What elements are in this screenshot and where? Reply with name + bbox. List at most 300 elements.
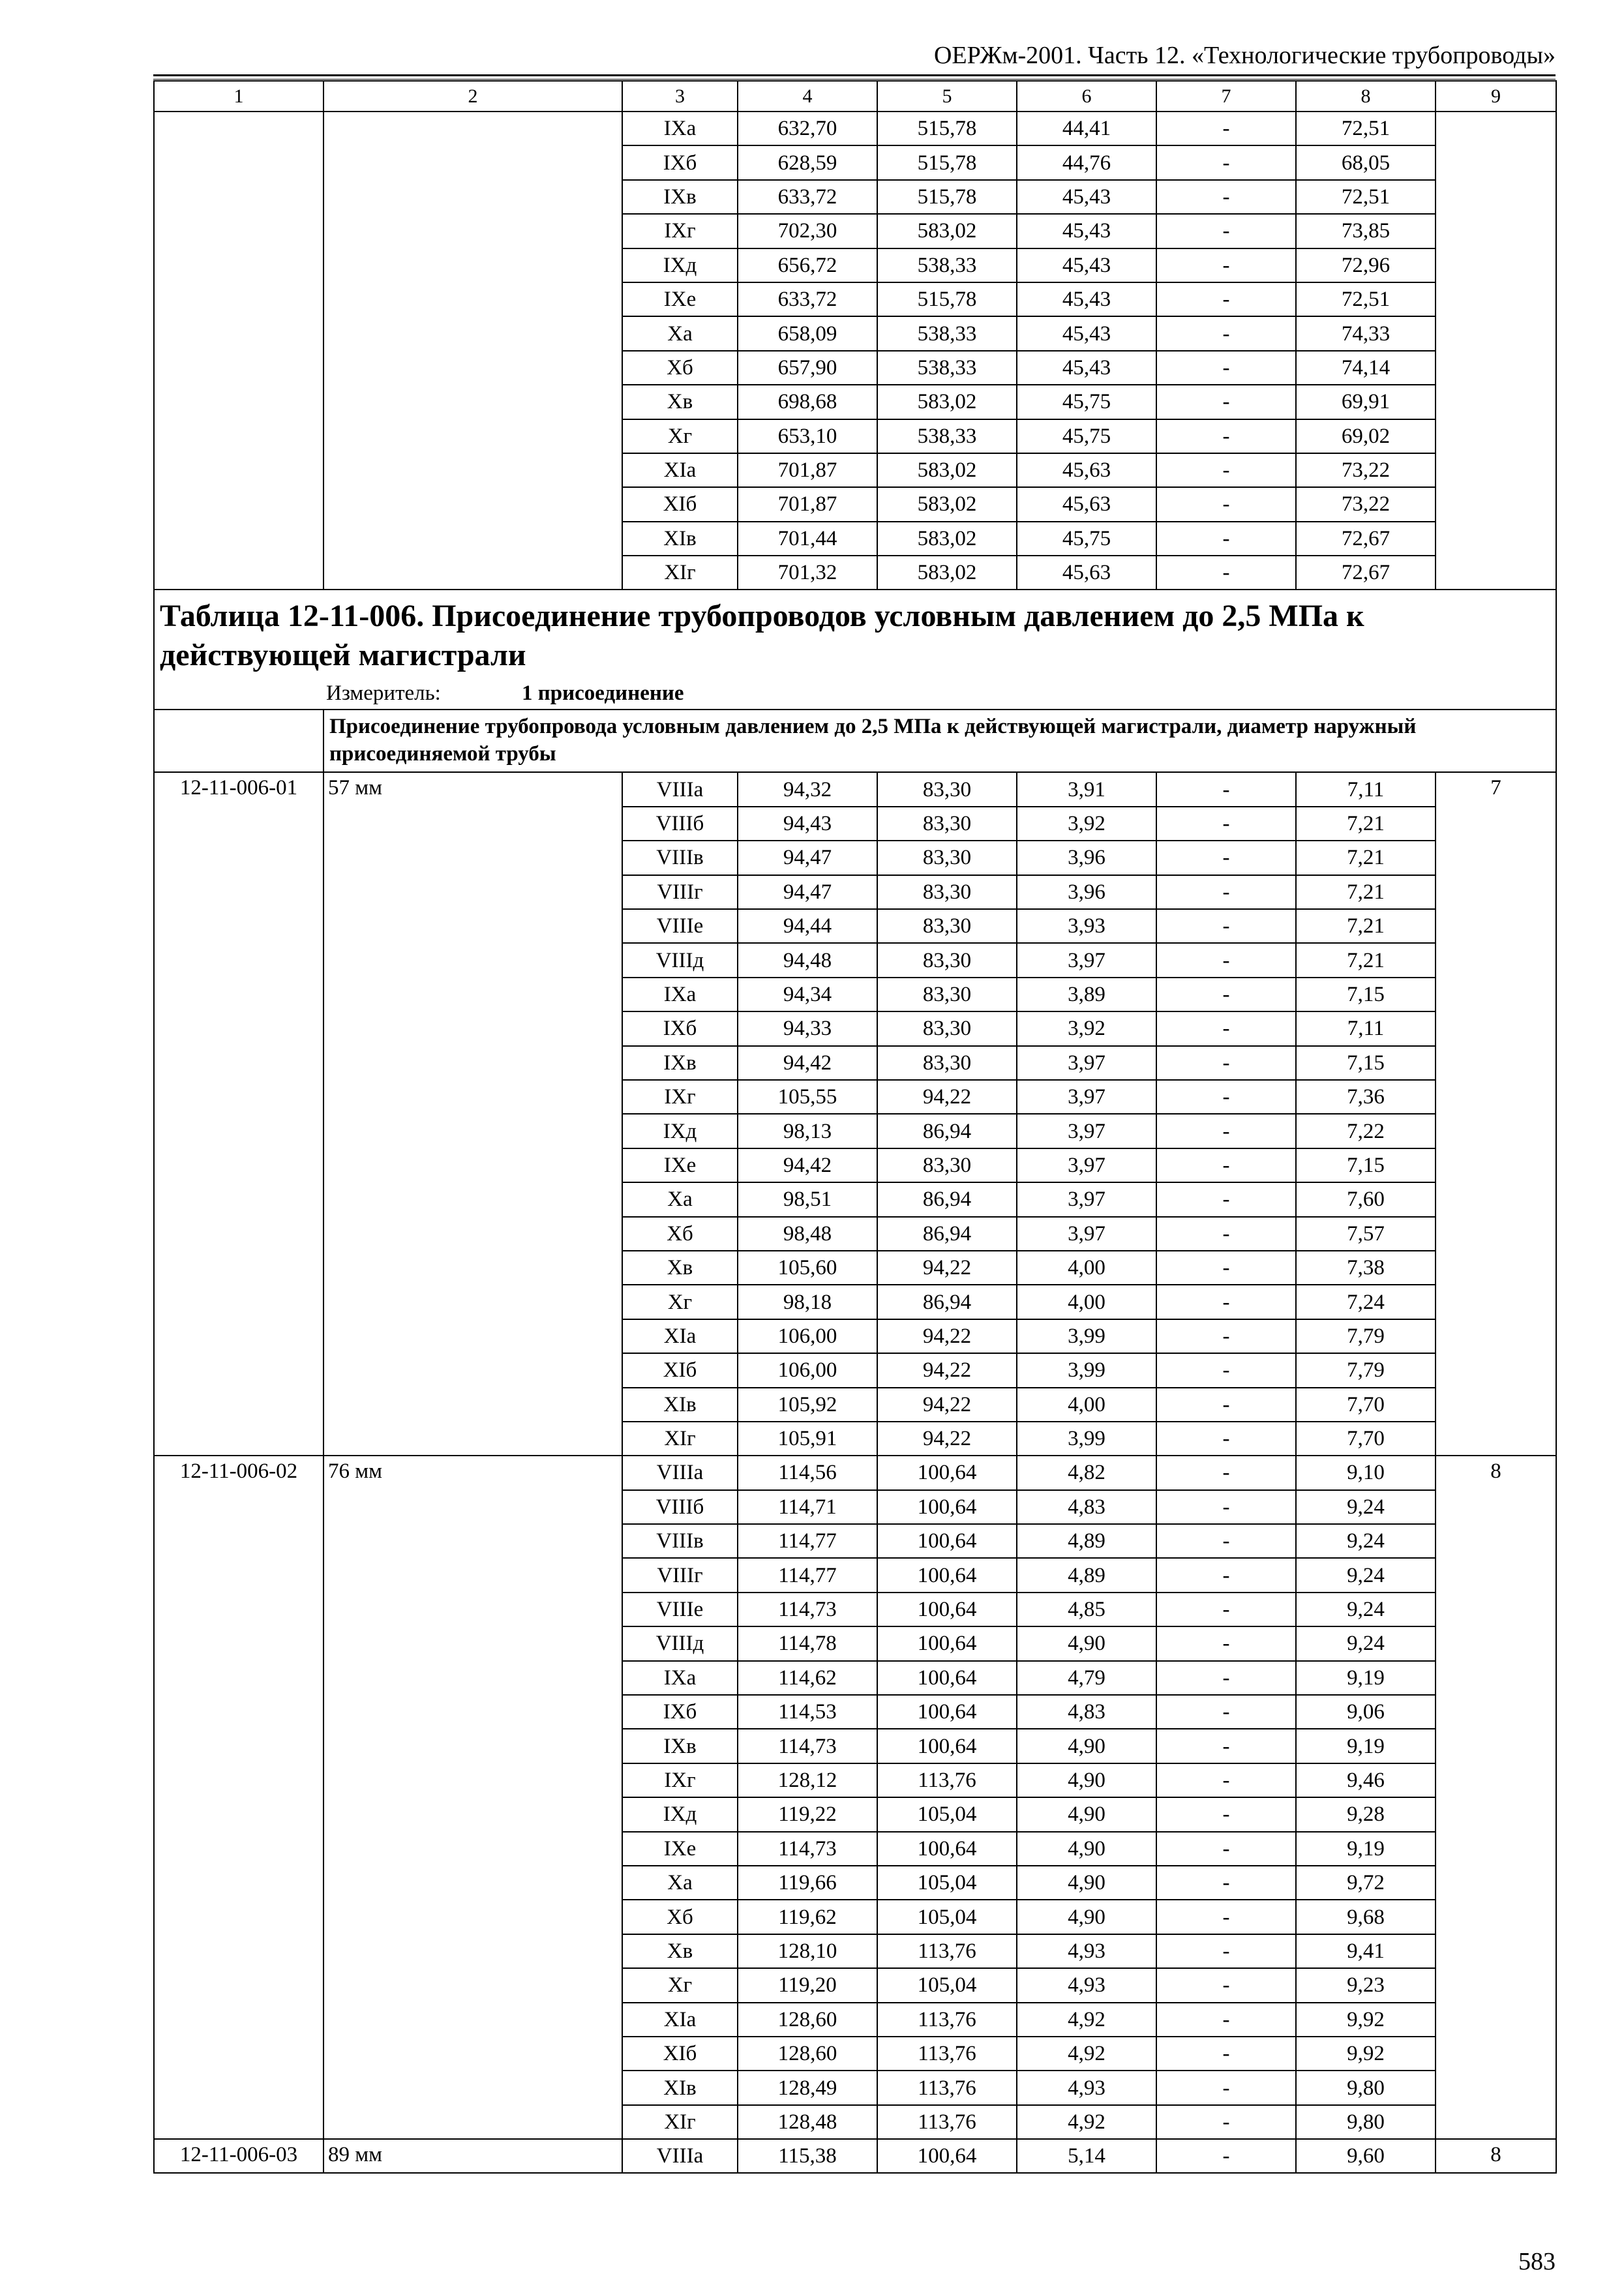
value-cell: 113,76 [877, 2037, 1017, 2071]
value-cell: 633,72 [738, 180, 877, 214]
value-cell: 628,59 [738, 145, 877, 179]
value-cell: - [1156, 2105, 1296, 2139]
measure-cell [154, 680, 1556, 710]
measure-value: 1 присоединение [522, 681, 684, 706]
value-cell: - [1156, 1046, 1296, 1080]
territory-group-cell: XIб [622, 1353, 738, 1387]
territory-group-cell: Xг [622, 1285, 738, 1319]
value-cell: 86,94 [877, 1217, 1017, 1251]
value-cell: 45,43 [1017, 214, 1156, 248]
value-cell: - [1156, 282, 1296, 316]
territory-group-cell: Xг [622, 1968, 738, 2002]
value-cell: 114,56 [738, 1456, 877, 1489]
value-cell: 86,94 [877, 1182, 1017, 1216]
table-title: Таблица 12-11-006. Присоединение трубопроводов условным давлением до 2,5 МПа к действующей магистрали [154, 590, 1556, 680]
value-cell: 114,77 [738, 1558, 877, 1592]
value-cell: 114,62 [738, 1661, 877, 1695]
value-cell: 583,02 [877, 453, 1017, 487]
value-cell: 94,22 [877, 1353, 1017, 1387]
norm-code: 12-11-006-02 [154, 1456, 323, 2139]
value-cell: - [1156, 1900, 1296, 1934]
value-cell: 100,64 [877, 1524, 1017, 1558]
column-number-row [154, 81, 1556, 112]
value-cell: 4,90 [1017, 1866, 1156, 1900]
value-cell: 657,90 [738, 351, 877, 385]
value-cell: 100,64 [877, 1729, 1017, 1763]
value-cell: 94,43 [738, 807, 877, 841]
value-cell: 113,76 [877, 2003, 1017, 2037]
territory-group-cell: VIIIа [622, 1456, 738, 1489]
value-cell: - [1156, 1285, 1296, 1319]
value-cell: 3,97 [1017, 1148, 1156, 1182]
value-cell: 114,73 [738, 1593, 877, 1626]
value-cell: 113,76 [877, 2071, 1017, 2104]
column-number: 9 [1436, 81, 1556, 112]
value-cell: 98,51 [738, 1182, 877, 1216]
value-cell: 72,51 [1296, 180, 1436, 214]
value-cell: 98,13 [738, 1114, 877, 1148]
territory-group-cell: IXб [622, 1695, 738, 1729]
value-cell: 100,64 [877, 1593, 1017, 1626]
value-cell: - [1156, 1011, 1296, 1045]
value-cell: 3,97 [1017, 1080, 1156, 1114]
value-cell: 94,47 [738, 841, 877, 875]
value-cell: 658,09 [738, 316, 877, 350]
value-cell: 94,22 [877, 1388, 1017, 1422]
value-cell: - [1156, 351, 1296, 385]
territory-group-cell: VIIIв [622, 1524, 738, 1558]
territory-group-cell: VIIIд [622, 1626, 738, 1660]
pipe-diameter: 76 мм [323, 1456, 622, 2139]
value-cell: 3,99 [1017, 1319, 1156, 1353]
value-cell: 94,22 [877, 1251, 1017, 1285]
value-cell: 72,51 [1296, 282, 1436, 316]
value-cell: 3,97 [1017, 1114, 1156, 1148]
value-cell: 94,33 [738, 1011, 877, 1045]
value-cell: - [1156, 1251, 1296, 1285]
value-cell: 114,71 [738, 1490, 877, 1524]
blank-col9-cell [1436, 112, 1556, 590]
value-cell: 4,90 [1017, 1729, 1156, 1763]
value-cell: 7,21 [1296, 909, 1436, 943]
value-cell: 9,19 [1296, 1832, 1436, 1866]
value-cell: 106,00 [738, 1353, 877, 1387]
running-header: ОЕРЖм-2001. Часть 12. «Технологические трубопроводы» [933, 42, 1556, 69]
column-number: 7 [1156, 81, 1296, 112]
territory-group-cell: IXг [622, 214, 738, 248]
value-cell: - [1156, 1490, 1296, 1524]
value-cell: - [1156, 1558, 1296, 1592]
value-cell: 73,22 [1296, 487, 1436, 521]
territory-group-cell: IXб [622, 145, 738, 179]
value-cell: 7,21 [1296, 943, 1436, 977]
description-spacer [154, 710, 323, 772]
value-cell: 119,22 [738, 1797, 877, 1831]
value-cell: 119,20 [738, 1968, 877, 2002]
value-cell: 7,22 [1296, 1114, 1436, 1148]
value-cell: 4,90 [1017, 1763, 1156, 1797]
value-cell: 72,67 [1296, 556, 1436, 590]
value-cell: 653,10 [738, 419, 877, 453]
value-cell: 633,72 [738, 282, 877, 316]
value-cell: 7,70 [1296, 1388, 1436, 1422]
value-cell: 9,24 [1296, 1490, 1436, 1524]
value-cell: 7,15 [1296, 1148, 1436, 1182]
value-cell: 7,11 [1296, 1011, 1436, 1045]
value-cell: - [1156, 1968, 1296, 2002]
value-cell: 105,92 [738, 1388, 877, 1422]
value-cell: 83,30 [877, 875, 1017, 909]
territory-group-cell: IXв [622, 180, 738, 214]
value-cell: 114,73 [738, 1832, 877, 1866]
value-cell: 72,96 [1296, 248, 1436, 282]
value-cell: 100,64 [877, 1832, 1017, 1866]
norm-code: 12-11-006-01 [154, 772, 323, 1456]
value-cell: 7,79 [1296, 1319, 1436, 1353]
column-number: 4 [738, 81, 877, 112]
value-cell: 9,80 [1296, 2105, 1436, 2139]
value-cell: - [1156, 943, 1296, 977]
value-cell: 9,24 [1296, 1593, 1436, 1626]
value-cell: - [1156, 1182, 1296, 1216]
value-cell: 701,32 [738, 556, 877, 590]
value-cell: 74,14 [1296, 351, 1436, 385]
territory-group-cell: Xб [622, 351, 738, 385]
value-cell: 4,89 [1017, 1558, 1156, 1592]
value-cell: 100,64 [877, 1456, 1017, 1489]
value-cell: 4,93 [1017, 1968, 1156, 2002]
value-cell: 9,23 [1296, 1968, 1436, 2002]
value-cell: 515,78 [877, 282, 1017, 316]
value-cell: 83,30 [877, 841, 1017, 875]
value-cell: 45,63 [1017, 487, 1156, 521]
territory-group-cell: Xа [622, 1866, 738, 1900]
territory-group-cell: XIа [622, 1319, 738, 1353]
value-cell: - [1156, 1626, 1296, 1660]
value-cell: 7,11 [1296, 772, 1436, 806]
value-cell: 583,02 [877, 487, 1017, 521]
value-cell: 583,02 [877, 214, 1017, 248]
value-cell: 45,43 [1017, 282, 1156, 316]
value-cell: 9,06 [1296, 1695, 1436, 1729]
value-cell: - [1156, 841, 1296, 875]
value-cell: 119,62 [738, 1900, 877, 1934]
pipe-diameter: 89 мм [323, 2139, 622, 2173]
value-cell: - [1156, 1388, 1296, 1422]
value-cell: 45,75 [1017, 385, 1156, 419]
value-cell: 3,96 [1017, 841, 1156, 875]
value-cell: - [1156, 522, 1296, 556]
value-cell: 9,46 [1296, 1763, 1436, 1797]
value-cell: 72,67 [1296, 522, 1436, 556]
value-cell: 9,68 [1296, 1900, 1436, 1934]
column-number: 6 [1017, 81, 1156, 112]
value-cell: 7,70 [1296, 1422, 1436, 1456]
value-cell: 4,00 [1017, 1251, 1156, 1285]
value-cell: - [1156, 1456, 1296, 1489]
territory-group-cell: XIв [622, 522, 738, 556]
value-cell: 128,60 [738, 2037, 877, 2071]
value-cell: 3,93 [1017, 909, 1156, 943]
column-number: 8 [1296, 81, 1436, 112]
value-cell: 94,22 [877, 1080, 1017, 1114]
value-cell: 72,51 [1296, 112, 1436, 145]
value-cell: 7,38 [1296, 1251, 1436, 1285]
value-cell: 3,97 [1017, 1182, 1156, 1216]
value-cell: 100,64 [877, 1626, 1017, 1660]
value-cell: - [1156, 2037, 1296, 2071]
table-body [154, 81, 1556, 2173]
blank-code-cell [154, 112, 323, 590]
value-cell: 105,04 [877, 1866, 1017, 1900]
value-cell: 4,92 [1017, 2105, 1156, 2139]
value-cell: 69,91 [1296, 385, 1436, 419]
value-cell: 4,92 [1017, 2037, 1156, 2071]
value-cell: 98,48 [738, 1217, 877, 1251]
value-cell: 4,90 [1017, 1626, 1156, 1660]
territory-group-cell: IXа [622, 978, 738, 1011]
value-cell: 86,94 [877, 1114, 1017, 1148]
value-cell: 7,36 [1296, 1080, 1436, 1114]
territory-group-cell: IXг [622, 1763, 738, 1797]
territory-group-cell: XIа [622, 453, 738, 487]
value-cell: 538,33 [877, 419, 1017, 453]
value-cell: 3,99 [1017, 1353, 1156, 1387]
value-cell: - [1156, 1729, 1296, 1763]
col9-value: 8 [1436, 2139, 1556, 2173]
value-cell: 7,60 [1296, 1182, 1436, 1216]
territory-group-cell: IXб [622, 1011, 738, 1045]
value-cell: 114,78 [738, 1626, 877, 1660]
value-cell: 632,70 [738, 112, 877, 145]
value-cell: - [1156, 180, 1296, 214]
territory-group-cell: VIIIб [622, 807, 738, 841]
value-cell: 113,76 [877, 1934, 1017, 1968]
value-cell: 114,73 [738, 1729, 877, 1763]
territory-group-cell: VIIIг [622, 1558, 738, 1592]
column-number: 3 [622, 81, 738, 112]
value-cell: - [1156, 1353, 1296, 1387]
value-cell: 128,12 [738, 1763, 877, 1797]
value-cell: - [1156, 1797, 1296, 1831]
territory-group-cell: VIIIд [622, 943, 738, 977]
value-cell: 83,30 [877, 909, 1017, 943]
table-row [154, 1456, 1556, 1489]
value-cell: - [1156, 385, 1296, 419]
value-cell: 9,80 [1296, 2071, 1436, 2104]
value-cell: 106,00 [738, 1319, 877, 1353]
value-cell: 3,97 [1017, 1046, 1156, 1080]
territory-group-cell: IXа [622, 1661, 738, 1695]
value-cell: - [1156, 1661, 1296, 1695]
value-cell: - [1156, 1524, 1296, 1558]
value-cell: 7,21 [1296, 841, 1436, 875]
value-cell: 4,93 [1017, 2071, 1156, 2104]
value-cell: 538,33 [877, 351, 1017, 385]
value-cell: 105,04 [877, 1797, 1017, 1831]
territory-group-cell: VIIIе [622, 909, 738, 943]
table-row [154, 772, 1556, 806]
value-cell: 701,44 [738, 522, 877, 556]
table-row [154, 2139, 1556, 2173]
territory-group-cell: Xг [622, 419, 738, 453]
value-cell: 94,44 [738, 909, 877, 943]
value-cell: 9,28 [1296, 1797, 1436, 1831]
value-cell: 538,33 [877, 316, 1017, 350]
value-cell: 94,32 [738, 772, 877, 806]
territory-group-cell: XIв [622, 2071, 738, 2104]
territory-group-cell: XIв [622, 1388, 738, 1422]
value-cell: 105,91 [738, 1422, 877, 1456]
value-cell: - [1156, 875, 1296, 909]
value-cell: 7,24 [1296, 1285, 1436, 1319]
value-cell: 9,19 [1296, 1661, 1436, 1695]
value-cell: 9,19 [1296, 1729, 1436, 1763]
territory-group-cell: Xа [622, 316, 738, 350]
value-cell: 45,75 [1017, 419, 1156, 453]
value-cell: 9,60 [1296, 2139, 1436, 2173]
value-cell: 83,30 [877, 978, 1017, 1011]
value-cell: 115,38 [738, 2139, 877, 2173]
value-cell: 94,34 [738, 978, 877, 1011]
value-cell: 83,30 [877, 1011, 1017, 1045]
value-cell: 45,63 [1017, 453, 1156, 487]
value-cell: - [1156, 1148, 1296, 1182]
value-cell: 69,02 [1296, 419, 1436, 453]
value-cell: 538,33 [877, 248, 1017, 282]
value-cell: - [1156, 248, 1296, 282]
territory-group-cell: IXе [622, 282, 738, 316]
value-cell: 94,48 [738, 943, 877, 977]
value-cell: - [1156, 909, 1296, 943]
value-cell: 701,87 [738, 487, 877, 521]
value-cell: 7,57 [1296, 1217, 1436, 1251]
value-cell: 128,48 [738, 2105, 877, 2139]
territory-group-cell: VIIIе [622, 1593, 738, 1626]
value-cell: 100,64 [877, 1490, 1017, 1524]
value-cell: 45,75 [1017, 522, 1156, 556]
territory-group-cell: Xб [622, 1900, 738, 1934]
territory-group-cell: Xв [622, 385, 738, 419]
territory-group-cell: Xв [622, 1934, 738, 1968]
value-cell: 4,92 [1017, 2003, 1156, 2037]
value-cell: 702,30 [738, 214, 877, 248]
section-description: Присоединение трубопровода условным давлением до 2,5 МПа к действующей магистрали, диаметр наружный присоединяемой трубы [323, 710, 1556, 772]
value-cell: 44,76 [1017, 145, 1156, 179]
value-cell: 701,87 [738, 453, 877, 487]
value-cell: 7,79 [1296, 1353, 1436, 1387]
norms-table [153, 80, 1557, 2174]
value-cell: 9,24 [1296, 1558, 1436, 1592]
value-cell: 83,30 [877, 772, 1017, 806]
territory-group-cell: VIIIа [622, 2139, 738, 2173]
territory-group-cell: VIIIб [622, 1490, 738, 1524]
territory-group-cell: IXд [622, 1797, 738, 1831]
value-cell: 583,02 [877, 522, 1017, 556]
value-cell: - [1156, 1593, 1296, 1626]
value-cell: - [1156, 2071, 1296, 2104]
value-cell: - [1156, 1695, 1296, 1729]
value-cell: 4,79 [1017, 1661, 1156, 1695]
value-cell: 94,22 [877, 1319, 1017, 1353]
value-cell: - [1156, 978, 1296, 1011]
value-cell: 4,90 [1017, 1797, 1156, 1831]
header-rule [153, 74, 1556, 76]
column-number: 5 [877, 81, 1017, 112]
value-cell: 73,85 [1296, 214, 1436, 248]
table-row [154, 112, 1556, 145]
value-cell: - [1156, 1934, 1296, 1968]
value-cell: - [1156, 145, 1296, 179]
value-cell: - [1156, 453, 1296, 487]
value-cell: - [1156, 1319, 1296, 1353]
col9-value: 8 [1436, 1456, 1556, 2139]
value-cell: - [1156, 556, 1296, 590]
value-cell: 73,22 [1296, 453, 1436, 487]
value-cell: 68,05 [1296, 145, 1436, 179]
page-number: 583 [1518, 2248, 1556, 2275]
measure-label: Измеритель: [326, 681, 441, 706]
territory-group-cell: XIб [622, 2037, 738, 2071]
value-cell: 4,00 [1017, 1285, 1156, 1319]
value-cell: 4,85 [1017, 1593, 1156, 1626]
value-cell: 4,90 [1017, 1832, 1156, 1866]
value-cell: 583,02 [877, 385, 1017, 419]
value-cell: 515,78 [877, 112, 1017, 145]
value-cell: 128,60 [738, 2003, 877, 2037]
value-cell: 3,92 [1017, 807, 1156, 841]
pipe-diameter: 57 мм [323, 772, 622, 1456]
value-cell: 83,30 [877, 1148, 1017, 1182]
value-cell: 5,14 [1017, 2139, 1156, 2173]
value-cell: 114,77 [738, 1524, 877, 1558]
blank-diameter-cell [323, 112, 622, 590]
value-cell: 698,68 [738, 385, 877, 419]
value-cell: 44,41 [1017, 112, 1156, 145]
territory-group-cell: IXв [622, 1046, 738, 1080]
value-cell: 114,53 [738, 1695, 877, 1729]
value-cell: 3,91 [1017, 772, 1156, 806]
value-cell: 105,04 [877, 1900, 1017, 1934]
territory-group-cell: IXв [622, 1729, 738, 1763]
value-cell: 45,43 [1017, 248, 1156, 282]
value-cell: - [1156, 419, 1296, 453]
value-cell: - [1156, 1832, 1296, 1866]
value-cell: 4,89 [1017, 1524, 1156, 1558]
col9-value: 7 [1436, 772, 1556, 1456]
territory-group-cell: VIIIа [622, 772, 738, 806]
value-cell: 9,92 [1296, 2037, 1436, 2071]
value-cell: - [1156, 487, 1296, 521]
column-number: 1 [154, 81, 323, 112]
norm-code: 12-11-006-03 [154, 2139, 323, 2173]
territory-group-cell: VIIIг [622, 875, 738, 909]
value-cell: 128,10 [738, 1934, 877, 1968]
value-cell: 7,21 [1296, 807, 1436, 841]
territory-group-cell: Xб [622, 1217, 738, 1251]
value-cell: 7,21 [1296, 875, 1436, 909]
value-cell: 9,92 [1296, 2003, 1436, 2037]
value-cell: 100,64 [877, 1661, 1017, 1695]
value-cell: - [1156, 807, 1296, 841]
value-cell: 4,93 [1017, 1934, 1156, 1968]
value-cell: 3,89 [1017, 978, 1156, 1011]
value-cell: 4,00 [1017, 1388, 1156, 1422]
value-cell: 83,30 [877, 807, 1017, 841]
value-cell: - [1156, 1422, 1296, 1456]
value-cell: 105,04 [877, 1968, 1017, 2002]
territory-group-cell: IXг [622, 1080, 738, 1114]
